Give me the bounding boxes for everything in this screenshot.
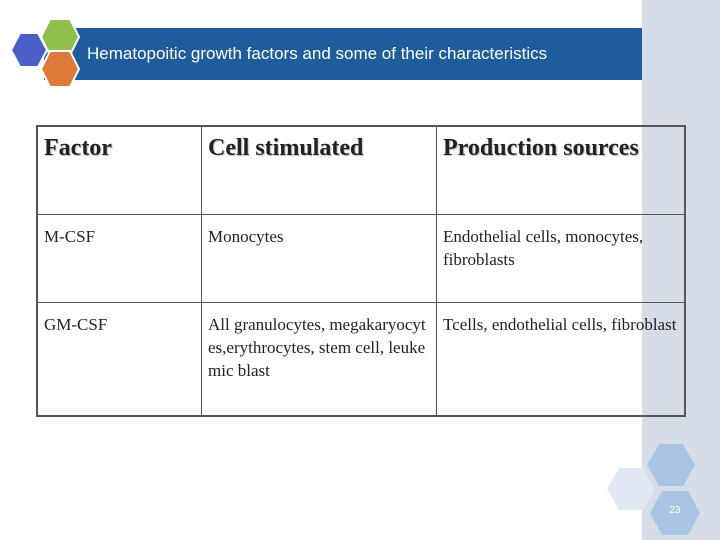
cell-production-sources: Tcells, endothelial cells, fibroblast (437, 303, 686, 417)
header-cell-stimulated: Cell stimulated (202, 126, 437, 215)
cell-stimulated: Monocytes (202, 215, 437, 303)
cell-factor: M-CSF (37, 215, 202, 303)
table-row (37, 215, 685, 303)
table-row (37, 303, 685, 417)
header-production-sources: Production sources (437, 126, 686, 215)
cell-stimulated: All granulocytes, megakaryocytes,erythrocytes, stem cell, leukemic blast (202, 303, 437, 417)
page-number: 23 (669, 505, 681, 516)
growth-factors-table (36, 125, 686, 417)
header-factor: Factor (37, 126, 202, 215)
hexagon-orange-icon (40, 50, 80, 88)
slide-title: Hematopoitic growth factors and some of their characteristics (87, 44, 548, 63)
cell-production-sources: Endothelial cells, monocytes, fibroblasts (437, 215, 686, 303)
table-header-row (37, 126, 685, 215)
cell-factor: GM-CSF (37, 303, 202, 417)
